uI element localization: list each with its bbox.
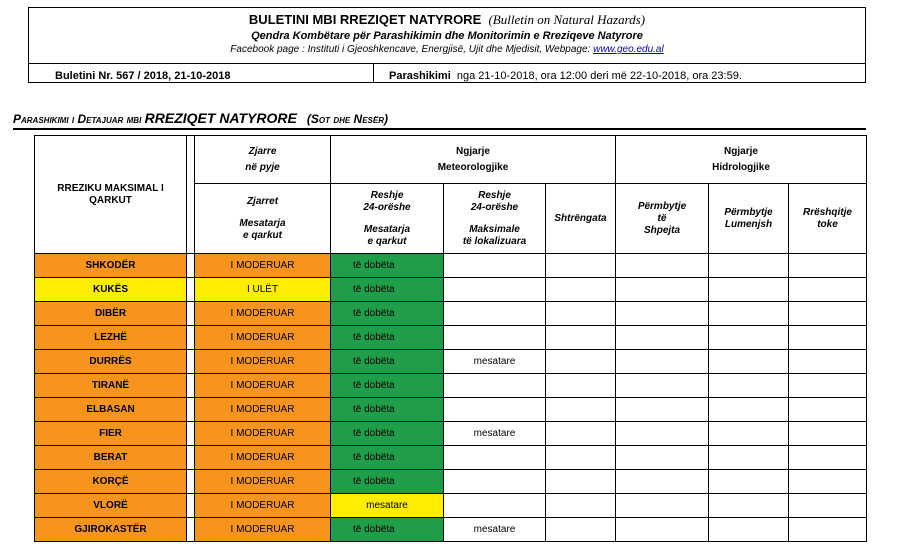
- table-row: [35, 518, 867, 542]
- fire-risk: I MODERUAR: [195, 494, 331, 518]
- table-row: [35, 302, 867, 326]
- bulletin-title: BULETINI MBI RREZIQET NATYRORE (Bulletin on Natural Hazards): [248, 12, 646, 27]
- rain-avg: mesatare: [331, 494, 444, 518]
- rain-avg: të dobëta: [331, 326, 444, 350]
- sub-rain-avg-header: Reshje 24-orëshe Mesatarja e qarkut: [331, 184, 444, 254]
- table-row: [35, 278, 867, 302]
- table-row: [35, 494, 867, 518]
- hazard-table: [34, 135, 867, 542]
- fire-risk: I MODERUAR: [195, 470, 331, 494]
- region-name: DIBËR: [35, 302, 187, 326]
- region-name: BERAT: [35, 446, 187, 470]
- rain-max: [444, 494, 546, 518]
- bulletin-header: [28, 7, 866, 83]
- sub-storm-header: Shtrëngata: [546, 184, 616, 254]
- table-row: [35, 446, 867, 470]
- sub-river-flood-header: Përmbytje Lumenjsh: [709, 184, 789, 254]
- rain-avg: të dobëta: [331, 518, 444, 542]
- col-region-header: RREZIKU MAKSIMAL I QARKUT: [35, 136, 187, 254]
- rain-max: [444, 374, 546, 398]
- fire-risk: I MODERUAR: [195, 422, 331, 446]
- rain-avg: të dobëta: [331, 254, 444, 278]
- region-name: TIRANË: [35, 374, 187, 398]
- fire-risk: I MODERUAR: [195, 302, 331, 326]
- rain-max: [444, 278, 546, 302]
- table-row: [35, 470, 867, 494]
- table-row: [35, 350, 867, 374]
- rain-max: [444, 326, 546, 350]
- region-name: GJIROKASTËR: [35, 518, 187, 542]
- fire-risk: I MODERUAR: [195, 374, 331, 398]
- table-row: [35, 254, 867, 278]
- region-name: VLORË: [35, 494, 187, 518]
- rain-avg: të dobëta: [331, 374, 444, 398]
- sub-landslide-header: Rrëshqitje toke: [789, 184, 867, 254]
- institution-name: Qendra Kombëtare për Parashikimin dhe Monitorimin e Rreziqeve Natyrore: [251, 30, 643, 42]
- fire-risk: I MODERUAR: [195, 518, 331, 542]
- rain-max: [444, 446, 546, 470]
- rain-max: mesatare: [444, 422, 546, 446]
- rain-avg: të dobëta: [331, 446, 444, 470]
- region-name: KORÇË: [35, 470, 187, 494]
- website-link[interactable]: www.geo.edu.al: [593, 44, 664, 55]
- group-fire-header: Zjarre në pyje: [195, 136, 331, 184]
- table-row: [35, 422, 867, 446]
- fire-risk: I ULËT: [195, 278, 331, 302]
- forecast-period: Parashikimi nga 21-10-2018, ora 12:00 deri më 22-10-2018, ora 23:59.: [389, 70, 742, 82]
- rain-max: [444, 302, 546, 326]
- region-name: LEZHË: [35, 326, 187, 350]
- rain-avg: të dobëta: [331, 422, 444, 446]
- fire-risk: I MODERUAR: [195, 350, 331, 374]
- region-name: FIER: [35, 422, 187, 446]
- rain-avg: të dobëta: [331, 398, 444, 422]
- bulletin-number: Buletini Nr. 567 / 2018, 21-10-2018: [55, 70, 231, 82]
- rain-max: [444, 398, 546, 422]
- contact-line: Facebook page : Instituti i Gjeoshkencave, Energjisë, Ujit dhe Mjedisit, Webpage: www.geo.edu.al: [230, 44, 664, 55]
- rain-max: mesatare: [444, 518, 546, 542]
- rain-avg: të dobëta: [331, 302, 444, 326]
- group-meteo-header: Ngjarje Meteorologjike: [331, 136, 616, 184]
- bulletin-title-en: (Bulletin on Natural Hazards): [488, 12, 646, 27]
- region-name: ELBASAN: [35, 398, 187, 422]
- table-row: [35, 398, 867, 422]
- sub-rain-max-header: Reshje 24-orëshe Maksimale të lokalizuara: [444, 184, 546, 254]
- rain-avg: të dobëta: [331, 278, 444, 302]
- rain-max: mesatare: [444, 350, 546, 374]
- region-name: KUKËS: [35, 278, 187, 302]
- sub-fire-header: Zjarret Mesatarja e qarkut: [195, 184, 331, 254]
- rain-avg: të dobëta: [331, 470, 444, 494]
- section-title: Parashikimi i Detajuar mbi RREZIQET NATYRORE (Sot dhe Nesër): [13, 110, 388, 126]
- rain-max: [444, 470, 546, 494]
- fire-risk: I MODERUAR: [195, 326, 331, 350]
- group-hydro-header: Ngjarje Hidrologjike: [616, 136, 867, 184]
- table-row: [35, 374, 867, 398]
- fire-risk: I MODERUAR: [195, 254, 331, 278]
- region-name: SHKODËR: [35, 254, 187, 278]
- table-row: [35, 326, 867, 350]
- fire-risk: I MODERUAR: [195, 446, 331, 470]
- fire-risk: I MODERUAR: [195, 398, 331, 422]
- sub-flash-flood-header: Përmbytje të Shpejta: [616, 184, 709, 254]
- region-name: DURRËS: [35, 350, 187, 374]
- rain-avg: të dobëta: [331, 350, 444, 374]
- rain-max: [444, 254, 546, 278]
